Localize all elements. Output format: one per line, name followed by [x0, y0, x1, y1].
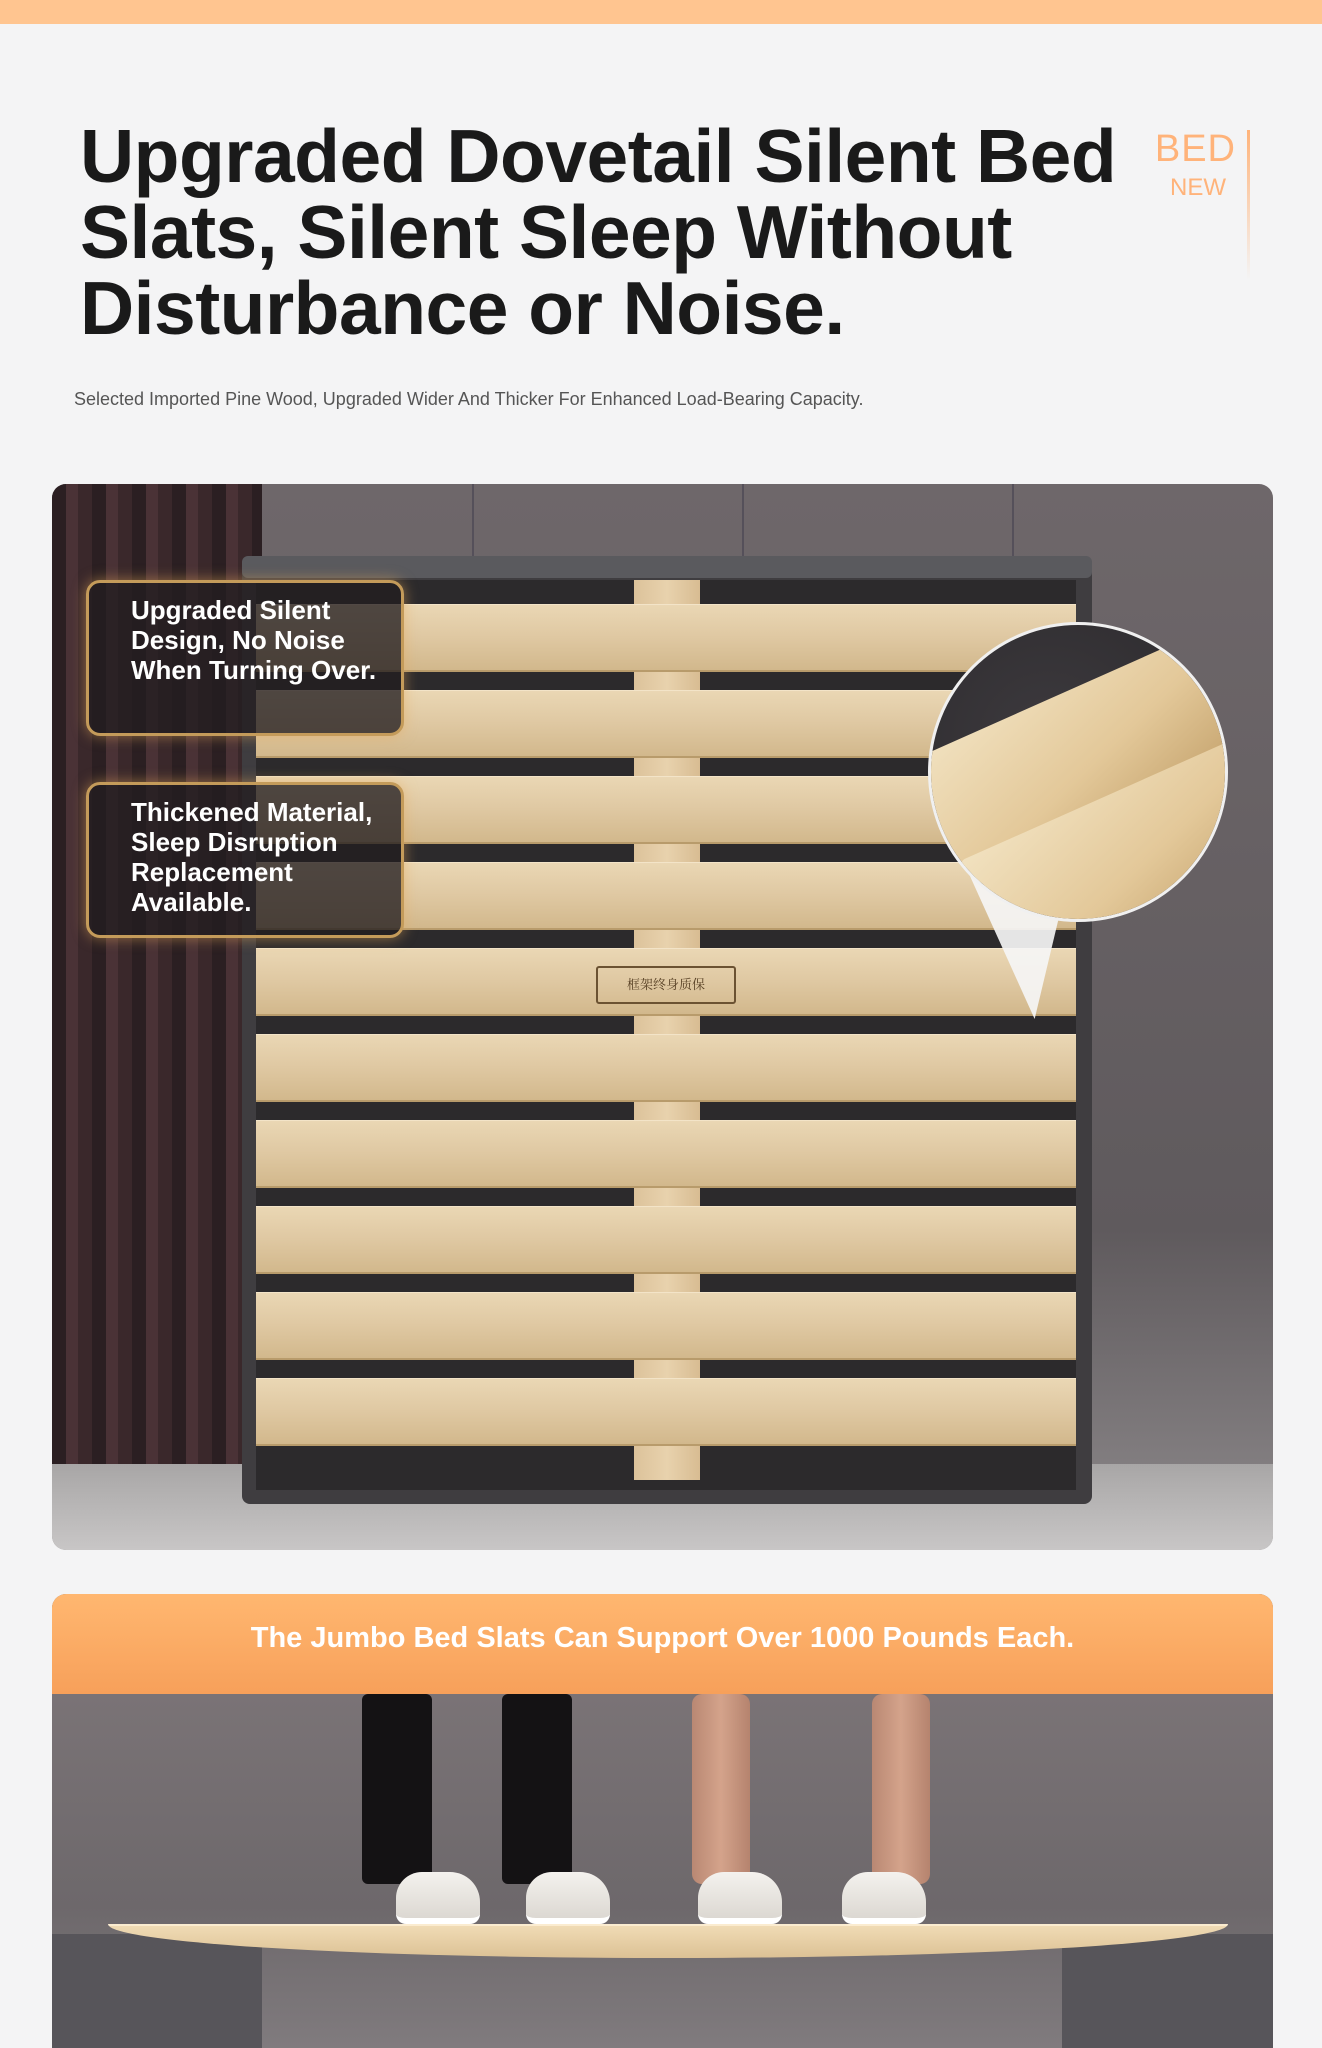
- bed-frame-headrail: [242, 556, 1092, 578]
- support-block-right: [1062, 1934, 1273, 2048]
- page-subtitle: Selected Imported Pine Wood, Upgraded Wider And Thicker For Enhanced Load-Bearing Capacity.: [74, 389, 864, 409]
- feature-callout-text: Thickened Material, Sleep Disruption Replacement Available.: [131, 797, 373, 917]
- person-leg-bare: [692, 1694, 750, 1884]
- bent-slat-image: [108, 1924, 1228, 1958]
- sneaker-image: [842, 1872, 926, 1924]
- tag-bed-label: BED: [1154, 128, 1236, 170]
- load-banner-title: The Jumbo Bed Slats Can Support Over 1000 Pounds Each.: [250, 1622, 1075, 1654]
- feature-callout-text: Upgraded Silent Design, No Noise When Turning Over.: [131, 595, 377, 685]
- person-leg-dark-pants: [362, 1694, 432, 1884]
- warranty-stamp: 框架终身质保: [596, 966, 736, 1004]
- tag-divider-line: [1247, 130, 1250, 280]
- feature-callout-thickened: [86, 782, 404, 938]
- load-bearing-card: [52, 1594, 1273, 2048]
- product-photo-card: [52, 484, 1273, 1550]
- feature-callout-silent: [86, 580, 404, 736]
- top-accent-bar: [0, 0, 1322, 24]
- bed-slat: [256, 1034, 1076, 1102]
- load-test-photo: [52, 1694, 1273, 2048]
- person-leg-dark-pants: [502, 1694, 572, 1884]
- sneaker-image: [396, 1872, 480, 1924]
- sneaker-image: [698, 1872, 782, 1924]
- tag-new-label: NEW: [1170, 174, 1226, 201]
- bed-new-tag: [1154, 128, 1254, 288]
- load-banner: [52, 1594, 1273, 1694]
- dovetail-zoom-image: [928, 622, 1228, 922]
- sneaker-image: [526, 1872, 610, 1924]
- support-block-left: [52, 1934, 262, 2048]
- page-title: Upgraded Dovetail Silent Bed Slats, Silent Sleep Without Disturbance or Noise.: [80, 114, 1117, 350]
- person-leg-bare: [872, 1694, 930, 1884]
- bed-slat: [256, 1206, 1076, 1274]
- bed-slat: [256, 1120, 1076, 1188]
- bed-slat: [256, 1378, 1076, 1446]
- bed-slat: [256, 1292, 1076, 1360]
